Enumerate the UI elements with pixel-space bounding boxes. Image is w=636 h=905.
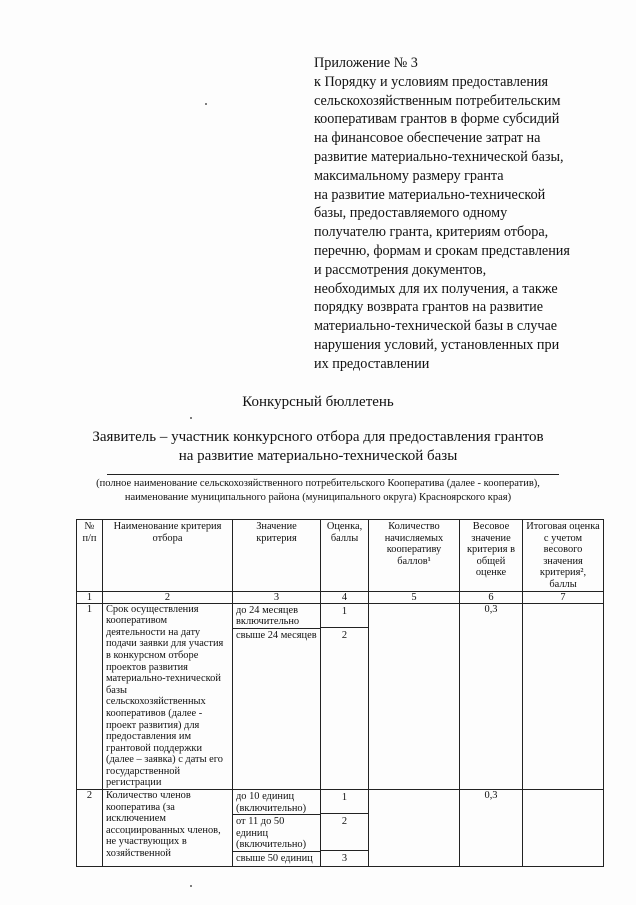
value-option: от 11 до 50 единиц (включительно) — [233, 815, 320, 852]
row-count-cell[interactable] — [369, 790, 460, 867]
row-criterion: Срок осуществления кооперативом деятельности на дату подачи заявки для участия в конкурсном отборе проектов развития материально-технической базы сельскохозяйственных кооперативов (далее - проект развития) для предоставления им грантовой поддержки (далее – заявка) с даты его государственной регистрации — [103, 603, 233, 790]
column-number: 6 — [460, 591, 523, 603]
score-option: 2 — [341, 629, 348, 641]
applicant-heading-line: на развитие материально-технической базы — [178, 448, 458, 464]
applicant-heading-line: Заявитель – участник конкурсного отбора для предоставления грантов — [92, 429, 544, 445]
appendix-line: развитие материально-технической базы, — [314, 148, 564, 165]
value-option: до 10 единиц (включительно) — [233, 790, 320, 815]
score-option: 1 — [321, 604, 368, 628]
appendix-line: на финансовое обеспечение затрат на — [314, 130, 541, 147]
value-option: свыше 50 единиц — [236, 853, 313, 865]
row-criterion: Количество членов кооператива (за исключением ассоциированных членов, не участвующих в хозяйственной — [103, 790, 233, 867]
column-number: 3 — [233, 591, 321, 603]
table-header-row — [77, 520, 604, 592]
appendix-line: получателю гранта, критериям отбора, — [314, 224, 549, 241]
row-count-cell[interactable] — [369, 603, 460, 790]
appendix-line: кооперативам грантов в форме субсидий — [314, 111, 560, 128]
caption-line: (полное наименование сельскохозяйственного потребительского Кооператива (далее - кооператив), — [96, 478, 540, 489]
scan-speck — [205, 103, 207, 105]
value-option: свыше 24 месяцев — [236, 629, 317, 641]
table-row — [77, 603, 604, 790]
appendix-line: нарушения условий, установленных при — [314, 336, 560, 353]
caption-line: наименование муниципального района (муниципального округа) Красноярского края) — [124, 492, 512, 503]
header-weight: Весовое значение критерия в общей оценке — [460, 520, 523, 592]
appendix-line: базы, предоставляемого одному — [314, 205, 508, 222]
fill-in-line[interactable] — [107, 474, 559, 475]
table-row — [77, 790, 604, 867]
column-number: 4 — [321, 591, 369, 603]
value-option: до 24 месяцев включительно — [233, 604, 320, 629]
appendix-line: максимальному размеру гранта — [314, 167, 504, 184]
criteria-table — [76, 519, 604, 867]
column-number: 7 — [523, 591, 604, 603]
scan-speck — [190, 417, 192, 419]
row-values — [233, 790, 321, 867]
appendix-line: их предоставлении — [314, 355, 430, 372]
header-value: Значение критерия — [233, 520, 321, 592]
column-number-row — [77, 591, 604, 603]
header-criterion: Наименование критерия отбора — [103, 520, 233, 592]
appendix-line: сельскохозяйственным потребительским — [314, 92, 561, 109]
appendix-line: необходимых для их получения, а также — [314, 280, 558, 297]
document-title: Конкурсный бюллетень — [242, 394, 394, 410]
column-number: 5 — [369, 591, 460, 603]
row-scores — [321, 603, 369, 790]
header-num: № п/п — [77, 520, 103, 592]
appendix-line: Приложение № 3 — [314, 55, 418, 71]
fill-in-caption — [0, 477, 636, 505]
column-number: 1 — [77, 591, 103, 603]
row-weight: 0,3 — [460, 603, 523, 790]
appendix-line: и рассмотрения документов, — [314, 261, 487, 278]
row-scores — [321, 790, 369, 867]
row-total-cell[interactable] — [523, 790, 604, 867]
appendix-line: к Порядку и условиям предоставления — [314, 73, 549, 90]
score-option: 2 — [321, 814, 368, 851]
appendix-line: материально-технической базы в случае — [314, 318, 558, 335]
row-num: 1 — [77, 603, 103, 790]
appendix-line: на развитие материально-технической — [314, 186, 546, 203]
appendix-header — [314, 54, 614, 374]
applicant-heading — [0, 428, 636, 466]
scan-speck — [190, 885, 192, 887]
header-total: Итоговая оценка с учетом весового значения критерия², баллы — [523, 520, 604, 592]
header-score: Оценка, баллы — [321, 520, 369, 592]
score-option: 3 — [341, 853, 348, 865]
row-num: 2 — [77, 790, 103, 867]
appendix-line: перечню, формам и срокам представления — [314, 242, 570, 259]
header-count: Количество начисляемых кооперативу баллов¹ — [369, 520, 460, 592]
row-total-cell[interactable] — [523, 603, 604, 790]
row-values — [233, 603, 321, 790]
score-option: 1 — [321, 790, 368, 814]
column-number: 2 — [103, 591, 233, 603]
appendix-line: порядку возврата грантов на развитие — [314, 299, 544, 316]
row-weight: 0,3 — [460, 790, 523, 867]
